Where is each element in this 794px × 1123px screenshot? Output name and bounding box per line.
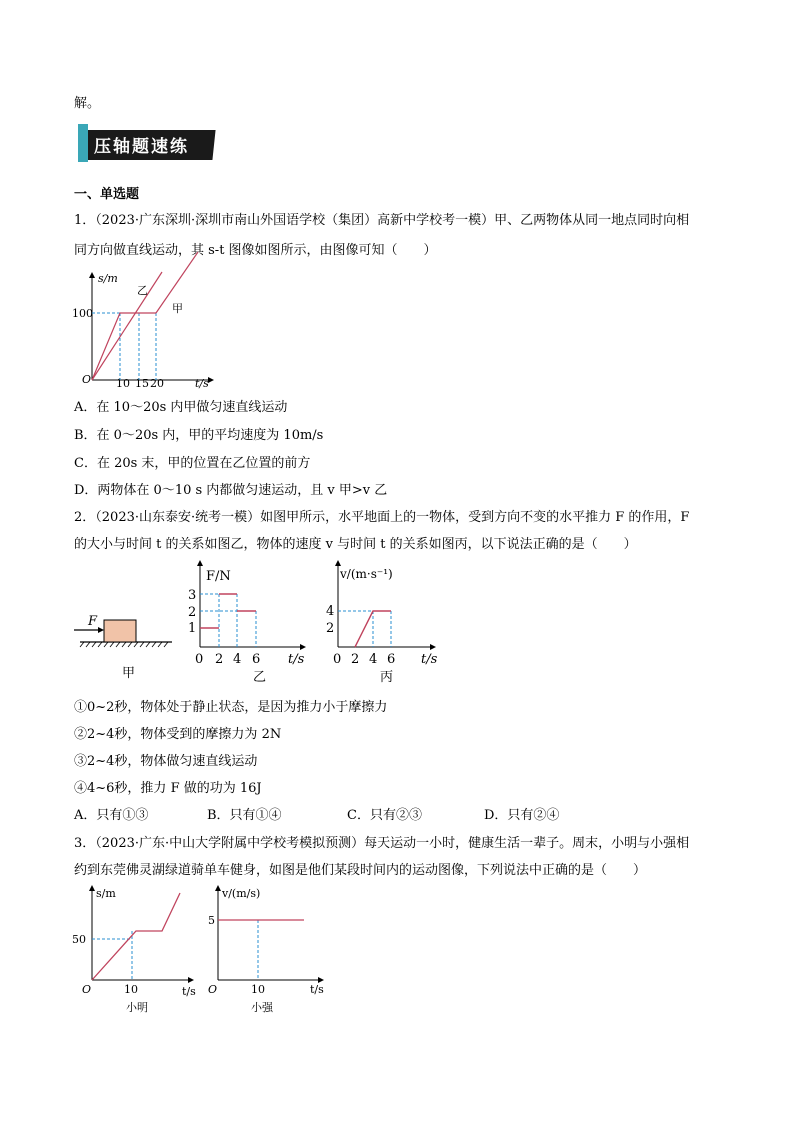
- q1-option-c: C．在 20s 末，甲的位置在乙位置的前方: [74, 456, 311, 471]
- q2-statement-2: ②2~4秒，物体受到的摩擦力为 2N: [74, 727, 282, 742]
- q2-statement-3: ③2~4秒，物体做匀速直线运动: [74, 754, 258, 769]
- q3b-origin: O: [208, 983, 218, 996]
- q2c-ytick-2: 2: [326, 621, 335, 636]
- q1-stem-line2: 同方向做直线运动，其 s-t 图像如图所示，由图像可知（ ）: [74, 243, 437, 258]
- q1-origin: O: [82, 373, 92, 386]
- q1-ylabel: s/m: [98, 272, 118, 285]
- force-label: F: [88, 614, 98, 629]
- q3b-xtick: 10: [251, 983, 265, 996]
- q1-xtick-10: 10: [116, 377, 130, 390]
- q3b-ylabel: v/(m/s): [222, 887, 261, 900]
- q1-option-d: D．两物体在 0～10 s 内都做匀速运动，且 v 甲>v 乙: [74, 483, 388, 498]
- q2-stem-line1: 2．（2023·山东泰安·统考一模）如图甲所示，水平地面上的一物体，受到方向不变的水平推力 F 的作用，F: [74, 510, 690, 525]
- force-arrow-icon: [98, 627, 104, 633]
- section-banner: [78, 124, 218, 162]
- block-object: [104, 620, 136, 642]
- q1-series-yi-label: 乙: [137, 284, 148, 297]
- q3-stem-line1: 3．（2023·广东·中山大学附属中学校考模拟预测）每天运动一小时，健康生活一辈子。周末，小明与小强相: [74, 836, 690, 851]
- banner-title: 压轴题速练: [94, 137, 189, 157]
- q1-ytick: 100: [72, 307, 93, 320]
- q2-option-b: B．只有①④: [207, 808, 282, 823]
- q1-series-jia-label: 甲: [172, 302, 183, 315]
- q2c-xlabel: t/s: [421, 652, 438, 667]
- q1-series-yi-line: [92, 313, 156, 380]
- q2-figure-b: [180, 560, 320, 690]
- q2c-xtick-4: 4: [369, 652, 378, 667]
- q2-fig-c-caption: 丙: [380, 670, 394, 685]
- q2b-ytick-2: 2: [188, 605, 197, 620]
- q2-option-c: C．只有②③: [347, 808, 422, 823]
- q1-stem-line1: 1．（2023·广东深圳·深圳市南山外国语学校（集团）高新中学校考一模）甲、乙两物体从同一地点同时向相: [74, 213, 690, 228]
- q2c-xtick-0: 0: [333, 652, 342, 667]
- q1-option-a: A．在 10～20s 内甲做匀速直线运动: [74, 400, 288, 415]
- q3a-xtick: 10: [124, 983, 138, 996]
- q2c-ytick-4: 4: [326, 604, 335, 619]
- q3-stem-line2: 约到东莞佛灵湖绿道骑单车健身，如图是他们某段时间内的运动图像，下列说法中正确的是（ ）: [74, 863, 647, 878]
- q3a-xlabel: t/s: [182, 985, 196, 998]
- q2b-xlabel: t/s: [288, 652, 305, 667]
- q1-xtick-20: 20: [150, 377, 164, 390]
- q2-stem-line2: 的大小与时间 t 的关系如图乙，物体的速度 v 与时间 t 的关系如图丙，以下说法正确的是（ ）: [74, 537, 637, 552]
- q1-figure: [72, 270, 218, 390]
- text-fragment: 解。: [74, 96, 101, 111]
- q3-fig-b-caption: 小强: [251, 1001, 273, 1014]
- q2-fig-b-caption: 乙: [253, 670, 267, 685]
- q1-xlabel: t/s: [195, 377, 209, 390]
- q2b-xtick-6: 6: [252, 652, 261, 667]
- q2c-xtick-6: 6: [387, 652, 396, 667]
- q2b-ytick-1: 1: [188, 621, 197, 636]
- q2c-ylabel: v/(m·s⁻¹): [340, 567, 393, 581]
- q1-option-b: B．在 0～20s 内，甲的平均速度为 10m/s: [74, 428, 324, 443]
- q3a-ytick: 50: [72, 933, 86, 946]
- q2b-xtick-0: 0: [195, 652, 204, 667]
- q2-fig-a-caption: 甲: [122, 666, 136, 681]
- q3-figure-a: [70, 885, 200, 1015]
- q2b-ytick-3: 3: [188, 588, 197, 603]
- q2b-xtick-2: 2: [215, 652, 224, 667]
- q2-figure-c: [320, 560, 450, 690]
- q2-figure-a: [72, 610, 172, 680]
- q3b-ytick: 5: [208, 914, 215, 927]
- q3-fig-a-caption: 小明: [126, 1001, 148, 1014]
- q1-xtick-15: 15: [135, 377, 149, 390]
- q2b-ylabel: F/N: [206, 569, 231, 584]
- q3-figure-b: [196, 885, 336, 1015]
- q2c-xtick-2: 2: [351, 652, 360, 667]
- q3b-xlabel: t/s: [310, 983, 324, 996]
- section-title: 一、单选题: [74, 187, 140, 202]
- q2-statement-1: ①0~2秒，物体处于静止状态，是因为推力小于摩擦力: [74, 700, 388, 715]
- q2b-xtick-4: 4: [233, 652, 242, 667]
- q2-statement-4: ④4~6秒，推力 F 做的功为 16J: [74, 781, 262, 796]
- q1-series-jia-line: [92, 272, 162, 380]
- q3a-origin: O: [82, 983, 92, 996]
- q2-option-d: D．只有②④: [484, 808, 560, 823]
- q3a-ylabel: s/m: [96, 887, 116, 900]
- q2-option-a: A．只有①③: [74, 808, 149, 823]
